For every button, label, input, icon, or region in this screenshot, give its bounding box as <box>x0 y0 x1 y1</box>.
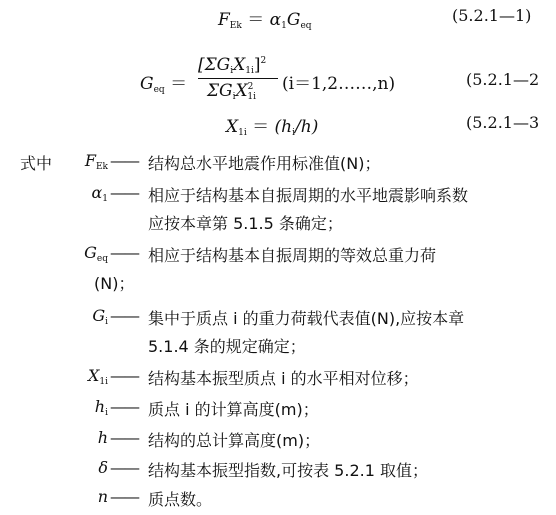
definition-continuation: 应按本章第 5.1.5 条确定； <box>148 214 343 233</box>
equation-2-denominator: $\Sigma G_iX^2_{1i}$ <box>207 81 256 102</box>
equation-2-fraction-bar <box>198 78 278 79</box>
definition-symbol: δ <box>98 458 108 477</box>
equation-2-number: (5.2.1—2 <box>466 70 540 89</box>
definition-text: 相应于结构基本自振周期的水平地震影响系数 <box>148 186 469 205</box>
definition-symbol: $F_{Ek}$ <box>84 151 108 172</box>
eq1-rhs2: G <box>286 10 301 30</box>
definition-symbol: h <box>97 428 108 447</box>
definition-text: 质点 i 的计算高度(m)； <box>148 400 319 419</box>
definition-text: 结构基本振型指数,可按表 5.2.1 取值； <box>148 461 428 480</box>
definition-continuation: (N)； <box>94 274 135 293</box>
definition-text: 集中于质点 i 的重力荷载代表值(N),应按本章 <box>148 309 465 328</box>
equation-2-lhs: $G_{eq}$ ＝ <box>140 74 188 95</box>
definition-dash: —— <box>110 243 138 262</box>
definition-dash: —— <box>110 487 138 506</box>
equation-3: $X_{1i} = (h_i/h)$ <box>226 117 319 138</box>
definition-dash: —— <box>110 428 138 447</box>
definition-symbol: n <box>97 487 108 506</box>
definition-symbol: $X_{1i}$ <box>88 366 108 387</box>
eq1-rhs: α <box>269 10 282 30</box>
eq3-equals: ＝ <box>252 117 270 137</box>
eq1-lhs: F <box>218 10 230 30</box>
definition-symbol: $G_i$ <box>92 306 108 327</box>
eq1-rhs2-sub: eq <box>300 21 312 31</box>
definition-text: 质点数。 <box>148 490 213 509</box>
equation-1 <box>218 5 312 31</box>
definition-dash: —— <box>110 397 138 416</box>
definition-continuation: 5.1.4 条的规定确定； <box>148 337 306 356</box>
definition-dash: —— <box>110 366 138 385</box>
definition-dash: —— <box>110 183 138 202</box>
definition-text: 相应于结构基本自振周期的等效总重力荷 <box>148 246 437 265</box>
definition-symbol: $\alpha_1$ <box>91 183 108 204</box>
eq1-rhs-sub: 1 <box>281 21 287 31</box>
definitions-label: 式中 <box>20 154 53 173</box>
definition-dash: —— <box>110 458 138 477</box>
definition-text: 结构总水平地震作用标准值(N)； <box>148 154 381 173</box>
equation-2-tail: (i＝1,2……,n) <box>282 74 396 94</box>
equation-3-number: (5.2.1—3 <box>466 113 540 132</box>
definition-dash: —— <box>110 306 138 325</box>
definition-symbol: $h_i$ <box>94 397 108 418</box>
definition-text: 结构基本振型质点 i 的水平相对位移； <box>148 369 419 388</box>
eq2-equals: ＝ <box>170 74 188 94</box>
eq1-equals: ＝ <box>247 10 265 30</box>
equation-2-numerator: $[\Sigma G_iX_{1i}]^2$ <box>198 55 267 76</box>
equation-1-number: (5.2.1—1) <box>452 6 532 25</box>
definition-symbol: $G_{eq}$ <box>84 243 108 264</box>
definition-dash: —— <box>110 151 138 170</box>
eq1-lhs-sub: Ek <box>229 21 242 31</box>
definition-text: 结构的总计算高度(m)； <box>148 431 321 450</box>
